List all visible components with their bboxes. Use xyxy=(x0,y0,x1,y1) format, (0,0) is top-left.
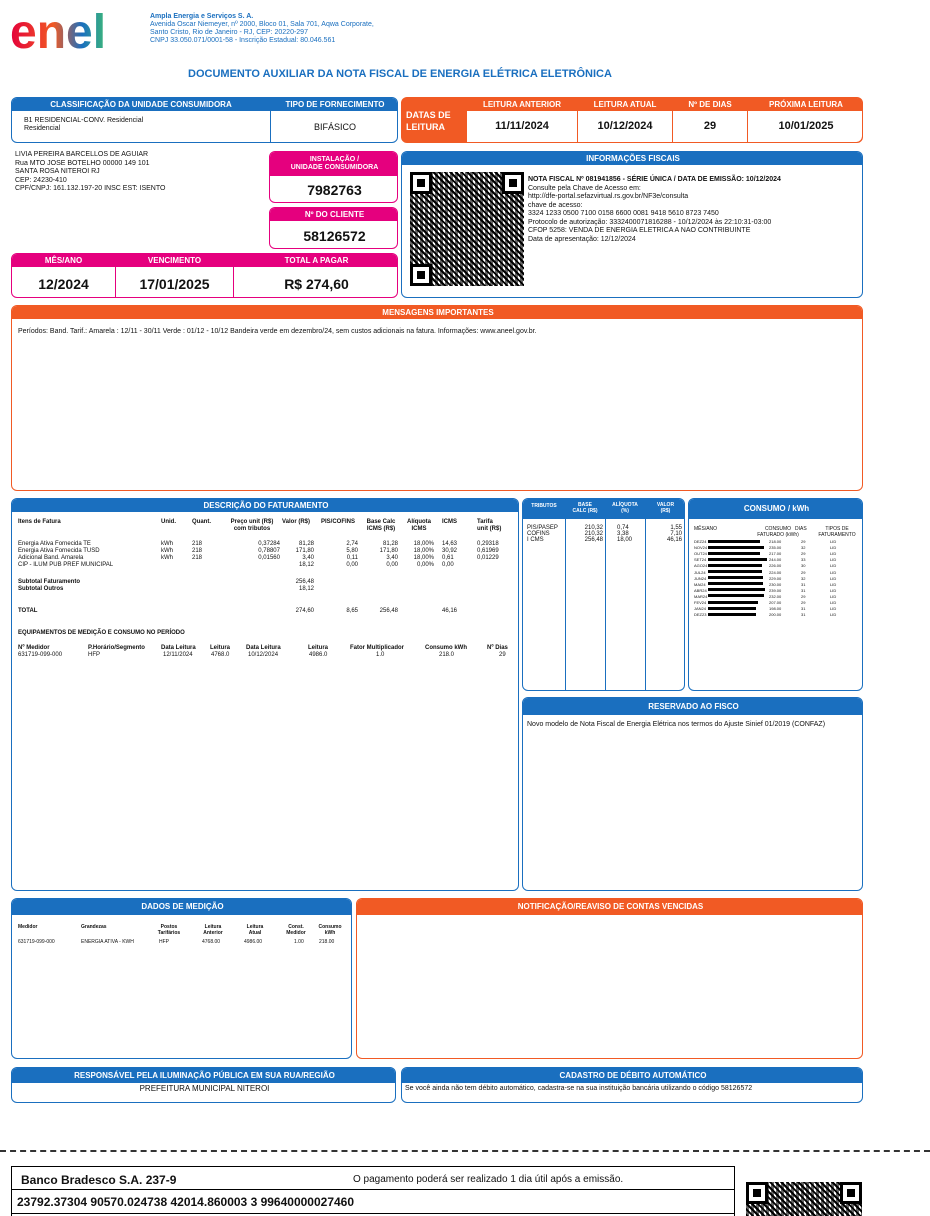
cons-bar xyxy=(708,546,764,549)
cons-bar xyxy=(708,552,760,555)
billing-cell-aliq: 18,00% xyxy=(413,555,434,561)
total-value: R$ 274,60 xyxy=(284,276,349,292)
supply-type-value: BIFÁSICO xyxy=(313,122,356,132)
med-col-const-1: Const. xyxy=(288,924,304,930)
messages-header: MENSAGENS IMPORTANTES xyxy=(12,306,863,319)
lighting-box xyxy=(11,1067,396,1103)
tax-header-base-2: CALC (R$) xyxy=(572,508,598,514)
cons-type: LID xyxy=(830,539,837,544)
billing-cell-base: 171,80 xyxy=(379,548,398,554)
med-col-const-2: Medidor xyxy=(286,930,306,936)
billing-cell-preco: 0,37284 xyxy=(258,541,280,547)
cons-type: LID xyxy=(830,606,837,612)
billing-cell-item: CIP - ILUM PUB PREF MUNICIPAL xyxy=(18,562,114,568)
cons-value: 239.00 xyxy=(769,587,782,593)
col-pis: PIS/COFINS xyxy=(321,519,356,525)
tax-header-name: TRIBUTOS xyxy=(531,503,557,509)
cons-bar xyxy=(708,601,758,604)
col-aliq-1: Alíquota xyxy=(407,519,431,525)
cons-days: 31 xyxy=(801,587,806,593)
billing-cell-quant: 218 xyxy=(192,541,203,547)
cons-type: LID xyxy=(830,593,837,599)
total-amount: 274,60 xyxy=(295,608,314,614)
cons-bar xyxy=(708,564,762,567)
tax-header-value-1: VALOR xyxy=(656,502,675,508)
cons-type: LID xyxy=(830,569,837,575)
billing-cell-item: Energia Ativa Fornecida TE xyxy=(18,541,91,547)
total-label: TOTAL xyxy=(18,608,38,614)
eq-meter: 631719-099-000 xyxy=(18,652,63,658)
cons-col-consumption-1: CONSUMO xyxy=(764,526,792,532)
classification-header: CLASSIFICAÇÃO DA UNIDADE CONSUMIDORA xyxy=(12,98,270,111)
month-year-header: MÊS/ANO xyxy=(12,254,115,267)
cons-month: JUL24 xyxy=(694,569,706,575)
med-col-post-2: Tarifários xyxy=(157,930,181,936)
med-post: HFP xyxy=(159,939,169,945)
med-cur: 4986.00 xyxy=(244,939,263,945)
billing-box xyxy=(11,498,519,891)
cons-col-month: MÊS/ANO xyxy=(694,526,718,532)
client-number-header: Nº DO CLIENTE xyxy=(270,208,398,221)
payment-slip xyxy=(11,1166,735,1216)
customer-city: SANTA ROSA NITEROI RJ xyxy=(15,168,100,175)
col-aliq-2: ICMS xyxy=(411,526,427,532)
installation-header-1: INSTALAÇÃO / xyxy=(309,156,360,163)
med-const: 1.00 xyxy=(294,939,304,945)
billing-cell-icms: 30,92 xyxy=(442,548,458,554)
client-number-box xyxy=(269,207,398,249)
billing-cell-aliq: 18,00% xyxy=(413,548,434,554)
eq-col-read-date: Data Leitura xyxy=(161,645,196,651)
cons-days: 29 xyxy=(801,539,806,544)
cons-bar xyxy=(708,594,764,597)
eq-col-read-cur: Leitura xyxy=(308,645,329,651)
billing-cell-valor: 18,12 xyxy=(298,562,314,568)
doc-title: DOCUMENTO AUXILIAR DA NOTA FISCAL DE ENERGIA ELÉTRICA ELETRÔNICA xyxy=(188,68,612,80)
tax-header-aliq-2: (%) xyxy=(621,508,629,514)
tax-cell-n: COFINS xyxy=(527,531,550,537)
billing-cell-quant: 218 xyxy=(192,555,203,561)
eq-segment: HFP xyxy=(88,652,100,658)
tax-header-aliq xyxy=(605,502,645,514)
med-col-prev xyxy=(198,924,228,936)
eq-col-read: Leitura xyxy=(210,645,231,651)
cons-month: MAR24 xyxy=(694,593,708,599)
med-cons: 218.00 xyxy=(319,939,335,945)
billing-cell-item: Energia Ativa Fornecida TUSD xyxy=(18,548,100,554)
supply-type-header: TIPO DE FORNECIMENTO xyxy=(271,98,398,111)
subtotal-other-label: Subtotal Outros xyxy=(18,586,64,592)
cons-bar xyxy=(708,588,765,591)
fisco-header: RESERVADO AO FISCO xyxy=(523,698,863,715)
col-price xyxy=(224,519,280,533)
fisco-text: Novo modelo de Nota Fiscal de Energia Elétrica nos termos do Ajuste Sinief 01/2019 (CONFAZ) xyxy=(527,721,826,728)
cons-month: ABR24 xyxy=(694,587,707,593)
cons-days: 31 xyxy=(801,606,806,612)
total-icms: 46,16 xyxy=(442,608,458,614)
cons-month: SET24 xyxy=(694,557,707,563)
cons-type: LID xyxy=(830,612,837,618)
installation-box xyxy=(269,151,398,203)
tax-header-value-2: (R$) xyxy=(660,508,671,514)
tax-cell-b: 256,48 xyxy=(584,537,603,543)
installation-header xyxy=(270,152,398,176)
overdue-notice-box xyxy=(356,898,863,1059)
cons-col-type xyxy=(809,526,863,538)
col-base-2: ICMS (R$) xyxy=(366,526,396,532)
bank-name: Banco Bradesco S.A. 237-9 xyxy=(21,1173,177,1187)
billing-cell-base: 81,28 xyxy=(382,541,398,547)
cons-bar xyxy=(708,558,767,561)
eq-days: 29 xyxy=(499,652,506,658)
payment-notice: O pagamento poderá ser realizado 1 dia útil após a emissão. xyxy=(353,1174,624,1185)
cons-type: LID xyxy=(830,545,837,551)
digitable-line: 23792.37304 90570.024738 42014.860003 3 99640000027460 xyxy=(17,1195,355,1209)
cons-value: 230.00 xyxy=(769,581,782,587)
billing-cell-pis: 2,74 xyxy=(346,541,358,547)
fiscal-access-key: 3324 1233 0500 7100 0158 6600 0081 9418 5610 8723 7450 xyxy=(528,210,719,217)
eq-read-date-cur: 10/12/2024 xyxy=(248,652,279,658)
eq-col-segment: P.Horário/Segmento xyxy=(88,645,145,651)
cons-value: 244.00 xyxy=(769,557,782,563)
cons-days: 33 xyxy=(801,557,806,563)
cons-month: AGO24 xyxy=(694,563,708,569)
med-col-cur-2: Atual xyxy=(248,930,262,936)
messages-box xyxy=(11,305,863,491)
fiscal-line-2: Consulte pela Chave de Acesso em: xyxy=(528,184,641,192)
billing-cell-tar: 0,61969 xyxy=(477,548,499,554)
cons-col-consumption-2: FATURADO (kWh) xyxy=(757,532,799,538)
lighting-header: RESPONSÁVEL PELA ILUMINAÇÃO PÚBLICA EM SUA RUA/REGIÃO xyxy=(12,1068,396,1083)
cons-value: 235.00 xyxy=(769,545,782,551)
eq-col-factor: Fator Multiplicador xyxy=(350,645,404,651)
med-col-prev-2: Anterior xyxy=(203,930,223,936)
billing-cell-pis: 0,11 xyxy=(346,555,358,561)
installation-number: 7982763 xyxy=(307,182,362,198)
customer-name: LIVIA PEREIRA BARCELLOS DE AGUIAR xyxy=(15,151,149,158)
company-info xyxy=(150,13,374,45)
tax-header-base-1: BASE xyxy=(578,502,592,508)
classification-value xyxy=(24,117,143,133)
billing-cell-aliq: 18,00% xyxy=(413,541,434,547)
cons-bar xyxy=(708,607,756,610)
cons-month: OUT24 xyxy=(694,551,707,557)
fiscal-consult-url: http://dfe-portal.sefazvirtual.rs.gov.br/NF3e/consulta xyxy=(528,193,689,200)
cons-bar xyxy=(708,613,756,616)
overdue-notice-header: NOTIFICAÇÃO/REAVISO DE CONTAS VENCIDAS xyxy=(357,899,863,915)
billing-cell-valor: 171,80 xyxy=(295,548,314,554)
measurement-header: DADOS DE MEDIÇÃO xyxy=(12,899,352,915)
cons-type: LID xyxy=(830,563,837,569)
fiscal-cfop: CFOP 5258: VENDA DE ENERGIA ELETRICA A NAO CONTRIBUINTE xyxy=(528,227,751,234)
cons-month: DEZ23 xyxy=(694,612,707,618)
col-value: Valor (R$) xyxy=(282,519,311,525)
cons-days: 30 xyxy=(801,563,806,569)
tax-cell-n: I CMS xyxy=(527,537,544,543)
prev-reading-date: 11/11/2024 xyxy=(495,120,549,132)
billing-cell-pis: 5,80 xyxy=(346,548,358,554)
subtotal-other-value: 18,12 xyxy=(298,586,314,592)
cons-type: LID xyxy=(830,581,837,587)
cons-value: 226.00 xyxy=(769,563,782,569)
billing-header: DESCRIÇÃO DO FATURAMENTO xyxy=(12,499,519,512)
cons-col-type-2: FATURAMENTO xyxy=(818,532,856,538)
fisco-box xyxy=(522,697,863,891)
cons-value: 207.00 xyxy=(769,600,782,605)
billing-cell-preco: 0,78807 xyxy=(258,548,280,554)
tax-header-base xyxy=(565,502,605,514)
total-base: 256,48 xyxy=(379,608,398,614)
fiscal-info-header: INFORMAÇÕES FISCAIS xyxy=(402,152,863,165)
consumption-header: CONSUMO / kWh xyxy=(689,499,863,519)
med-col-cons-2: kWh xyxy=(324,930,336,936)
cons-days: 31 xyxy=(801,612,806,618)
subtotal-billing-value: 256,48 xyxy=(295,579,314,585)
next-reading-date: 10/01/2025 xyxy=(778,120,834,132)
cons-bar xyxy=(708,540,760,543)
pix-qr-code xyxy=(746,1182,862,1216)
cons-type: LID xyxy=(830,557,837,563)
cons-month: DEZ24 xyxy=(694,539,707,544)
lighting-value: PREFEITURA MUNICIPAL NITEROI xyxy=(139,1084,270,1093)
measurement-box xyxy=(11,898,352,1059)
cons-type: LID xyxy=(830,600,837,605)
col-unit: Unid. xyxy=(161,519,176,525)
fiscal-invoice-number: NOTA FISCAL Nº 081941856 - SÉRIE ÚNICA / DATA DE EMISSÃO: 10/12/2024 xyxy=(528,176,781,183)
billing-cell-valor: 3,40 xyxy=(302,555,314,561)
tax-header-value xyxy=(645,502,685,514)
cons-month: FEV24 xyxy=(694,600,707,605)
fiscal-presentation-date: Data de apresentação: 12/12/2024 xyxy=(528,235,636,243)
col-price-2: com tributos xyxy=(233,526,271,532)
col-base xyxy=(364,519,398,533)
med-col-qty: Grandezas xyxy=(81,924,107,930)
med-col-post-1: Postos xyxy=(160,924,178,930)
auto-debit-box xyxy=(401,1067,863,1103)
days-header: Nº DE DIAS xyxy=(673,98,747,111)
logo-text: enel xyxy=(10,8,107,54)
taxes-box xyxy=(522,498,685,691)
tax-cell-v: 7,10 xyxy=(670,531,682,537)
enel-logo xyxy=(10,8,125,54)
eq-col-meter: Nº Medidor xyxy=(18,645,50,651)
med-col-cons-1: Consumo xyxy=(318,924,342,930)
col-tariff xyxy=(477,519,501,533)
company-address-1: Avenida Oscar Niemeyer, nº 2000, Bloco 01, Sala 701, Aqwa Corporate, xyxy=(150,21,374,28)
eq-consumption: 218.0 xyxy=(439,652,455,658)
cons-type: LID xyxy=(830,575,837,581)
due-date-value: 17/01/2025 xyxy=(139,276,210,292)
customer-cpf: CPF/CNPJ: 161.132.197-20 INSC EST: ISENTO xyxy=(15,185,166,192)
eq-factor: 1.0 xyxy=(376,652,385,658)
med-col-cons xyxy=(313,924,347,936)
billing-cell-unid: kWh xyxy=(161,548,173,554)
billing-cell-unid: kWh xyxy=(161,555,173,561)
med-prev: 4768.00 xyxy=(202,939,221,945)
billing-cell-unid: kWh xyxy=(161,541,173,547)
tax-cell-b: 210,32 xyxy=(584,525,603,531)
col-tariff-1: Tarifa xyxy=(477,519,493,525)
billing-cell-aliq: 0,00% xyxy=(416,562,434,568)
fiscal-protocol: Protocolo de autorização: 3332400071816288 - 10/12/2024 às 22:10:31-03:00 xyxy=(528,218,772,226)
current-reading-date: 10/12/2024 xyxy=(597,120,653,132)
col-icms: ICMS xyxy=(442,519,457,525)
due-date-header: VENCIMENTO xyxy=(116,254,233,267)
company-name: Ampla Energia e Serviços S. A. xyxy=(150,13,254,20)
cons-month: JAN24 xyxy=(694,606,707,612)
billing-cell-quant: 218 xyxy=(192,548,203,554)
eq-read-date: 12/11/2024 xyxy=(163,652,193,658)
total-header: TOTAL A PAGAR xyxy=(234,254,398,267)
med-qty: ENERGIA ATIVA - KWH xyxy=(81,939,134,945)
tax-cell-a: 3,38 xyxy=(617,531,629,537)
cons-value: 200.00 xyxy=(769,612,782,618)
cons-bar xyxy=(708,576,763,579)
col-qty: Quant. xyxy=(192,519,211,525)
cons-days: 29 xyxy=(801,600,806,605)
med-col-prev-1: Leitura xyxy=(204,924,222,930)
billing-cell-icms: 0,61 xyxy=(442,555,454,561)
billing-cell-tar: 0,01229 xyxy=(477,555,499,561)
billing-cell-valor: 81,28 xyxy=(298,541,314,547)
eq-col-read-date-cur: Data Leitura xyxy=(246,645,281,651)
cons-value: 232.00 xyxy=(769,593,782,599)
billing-cell-base: 0,00 xyxy=(386,562,398,568)
tax-cell-v: 1,55 xyxy=(670,525,682,531)
consumption-box xyxy=(688,498,863,691)
cons-month: NOV24 xyxy=(694,545,708,551)
fiscal-info-text xyxy=(528,176,781,244)
fiscal-line-4: chave de acesso: xyxy=(528,201,583,209)
reading-dates-box xyxy=(401,97,863,143)
classification-box xyxy=(11,97,398,143)
current-reading-header: LEITURA ATUAL xyxy=(578,98,672,111)
reading-dates-label-2: LEITURA xyxy=(406,122,445,132)
col-tariff-2: unit (R$) xyxy=(477,526,502,532)
col-items: Itens de Fatura xyxy=(18,519,61,525)
med-col-cur-1: Leitura xyxy=(246,924,264,930)
days-count: 29 xyxy=(703,120,717,132)
next-reading-header: PRÓXIMA LEITURA xyxy=(748,98,863,111)
billing-cell-icms: 0,00 xyxy=(442,562,454,568)
eq-col-consumption: Consumo kWh xyxy=(425,645,467,651)
eq-read-cur: 4986.0 xyxy=(309,652,328,658)
cons-bar xyxy=(708,570,762,573)
cons-days: 29 xyxy=(801,593,806,599)
customer-info xyxy=(15,151,165,194)
med-col-cur xyxy=(240,924,270,936)
cons-value: 229.00 xyxy=(769,575,782,581)
company-address-2: Santo Cristo, Rio de Janeiro - RJ, CEP: 20220-297 xyxy=(150,29,308,36)
eq-col-days: Nº Dias xyxy=(487,645,508,651)
cons-days: 29 xyxy=(801,551,806,557)
cons-type: LID xyxy=(830,587,837,593)
cons-month: JUN24 xyxy=(694,575,707,581)
billing-cell-tar: 0,29318 xyxy=(477,541,499,547)
fiscal-info-box xyxy=(401,151,863,298)
total-pis: 8,65 xyxy=(346,608,358,614)
cons-days: 32 xyxy=(801,545,806,551)
classification-line-1: B1 RESIDENCIAL-CONV. Residencial xyxy=(24,117,144,124)
cons-type: LID xyxy=(830,551,837,557)
cons-col-type-1: TIPOS DE xyxy=(825,526,849,532)
payment-box xyxy=(11,253,398,298)
cons-month: MAI24 xyxy=(694,581,706,587)
tax-cell-b: 210,32 xyxy=(584,531,603,537)
cons-days: 31 xyxy=(801,581,806,587)
messages-text: Períodos: Band. Tarif.: Amarela : 12/11 - 30/11 Verde : 01/12 - 10/12 Bandeira verde em dezembro/24, sem custos adicionais na fatura. Informações: www.aneel.gov.br. xyxy=(18,328,537,335)
cons-days: 32 xyxy=(801,575,806,581)
prev-reading-header: LEITURA ANTERIOR xyxy=(467,98,577,111)
cons-value: 217.00 xyxy=(769,551,782,557)
billing-cell-preco: 0,01560 xyxy=(258,555,280,561)
cons-days: 29 xyxy=(801,569,806,575)
med-meter: 631719-099-000 xyxy=(18,939,55,945)
month-year-value: 12/2024 xyxy=(38,276,89,292)
billing-cell-item: Adicional Band. Amarela xyxy=(18,555,84,561)
cut-line xyxy=(0,1150,930,1152)
billing-cell-base: 3,40 xyxy=(386,555,398,561)
auto-debit-text: Se você ainda não tem débito automático, cadastra-se na sua instituição bancária utilizando o código 58126572 xyxy=(405,1085,753,1092)
col-price-1: Preço unit (R$) xyxy=(230,519,274,525)
tax-header-aliq-1: ALÍQUOTA xyxy=(612,502,638,508)
med-col-const xyxy=(280,924,312,936)
reading-dates-label xyxy=(406,109,466,133)
company-cnpj: CNPJ 33.050.071/0001-58 - Inscrição Estadual: 80.046.561 xyxy=(150,37,336,44)
auto-debit-header: CADASTRO DE DÉBITO AUTOMÁTICO xyxy=(402,1068,863,1083)
subtotal-billing-label: Subtotal Faturamento xyxy=(18,579,81,585)
col-base-1: Base Calc xyxy=(366,519,396,525)
client-number: 58126572 xyxy=(303,228,366,244)
tax-cell-a: 18,00 xyxy=(617,537,633,543)
customer-street: Rua MTO JOSE BOTELHO 00000 149 101 xyxy=(15,159,150,167)
nf-qr-code xyxy=(410,172,524,286)
eq-read: 4768.0 xyxy=(211,652,230,658)
med-col-meter: Medidor xyxy=(18,924,38,930)
tax-cell-v: 46,16 xyxy=(666,537,682,543)
equipment-header: EQUIPAMENTOS DE MEDIÇÃO E CONSUMO NO PERÍODO xyxy=(18,630,185,636)
cons-value: 224.00 xyxy=(769,569,782,575)
customer-cep: CEP: 24230-410 xyxy=(15,176,67,184)
cons-bar xyxy=(708,582,763,585)
col-aliq xyxy=(404,519,434,533)
tax-cell-n: PIS/PASEP xyxy=(527,525,558,531)
billing-cell-icms: 14,63 xyxy=(442,541,458,547)
reading-dates-label-1: DATAS DE xyxy=(406,110,451,120)
med-col-post xyxy=(154,924,184,936)
classification-line-2: Residencial xyxy=(24,125,61,132)
installation-header-2: UNIDADE CONSUMIDORA xyxy=(290,164,379,171)
billing-cell-pis: 0,00 xyxy=(346,562,358,568)
cons-value: 198.00 xyxy=(769,606,782,612)
cons-col-days: DIAS xyxy=(795,526,807,532)
cons-value: 218.00 xyxy=(769,539,782,544)
tax-cell-a: 0,74 xyxy=(617,525,629,531)
